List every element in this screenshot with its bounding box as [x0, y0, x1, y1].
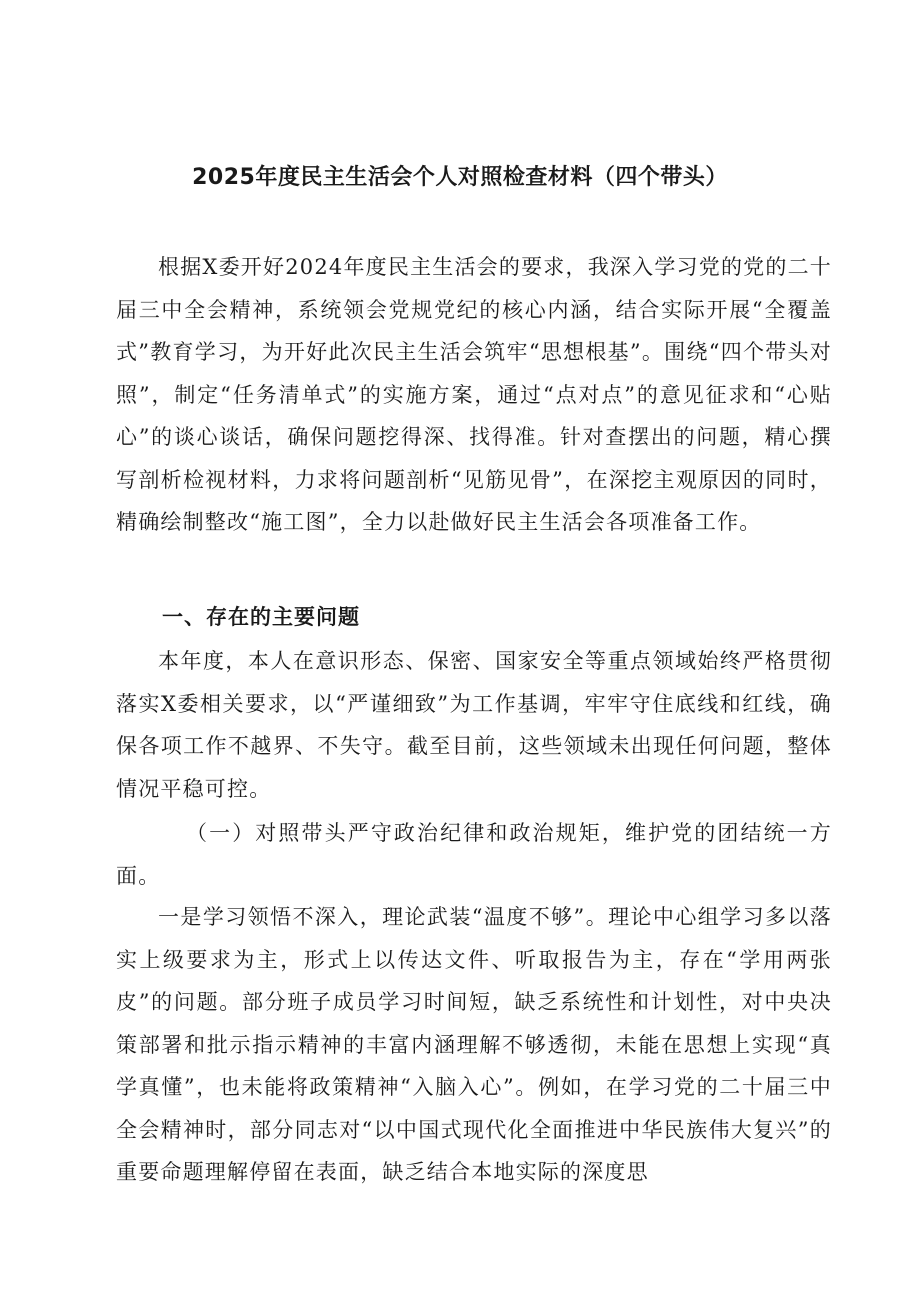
section-heading: 一、存在的主要问题: [162, 605, 360, 629]
document-title: 2025年度民主生活会个人对照检查材料（四个带头）: [192, 165, 728, 190]
section-paragraph: 本年度，本人在意识形态、保密、国家安全等重点领域始终严格贯彻落实X委相关要求，以“严谨细致”为工作基调，牢牢守住底线和红线，确保各项工作不越界、不失守。截至目前，这些领域未出现任何问题，整体情况平稳可控。: [116, 649, 832, 801]
intro-paragraph: 根据X委开好2024年度民主生活会的要求，我深入学习党的党的二十届三中全会精神，系统领会党规党纪的核心内涵，结合实际开展“全覆盖式”教育学习，为开好此次民主生活会筑牢“思想根基”。围绕“四个带头对照”，制定“任务清单式”的实施方案，通过“点对点”的意见征求和“心贴心”的谈心谈话，确保问题挖得深、找得准。针对查摆出的问题，精心撰写剖析检视材料，力求将问题剖析“见筋见骨”，在深挖主观原因的同时，精确绘制整改“施工图”，全力以赴做好民主生活会各项准备工作。: [116, 255, 832, 534]
point-paragraph: 一是学习领悟不深入，理论武装“温度不够”。理论中心组学习多以落实上级要求为主，形式上以传达文件、听取报告为主，存在“学用两张皮”的问题。部分班子成员学习时间短，缺乏系统性和计划性，对中央决策部署和批示指示精神的丰富内涵理解不够透彻，未能在思想上实现“真学真懂”，也未能将政策精神“入脑入心”。例如，在学习党的二十届三中全会精神时，部分同志对“以中国式现代化全面推进中华民族伟大复兴”的重要命题理解停留在表面，缺乏结合本地实际的深度思: [116, 905, 832, 1184]
subsection-heading: （一）对照带头严守政治纪律和政治规矩，维护党的团结统一方面。: [116, 821, 832, 888]
